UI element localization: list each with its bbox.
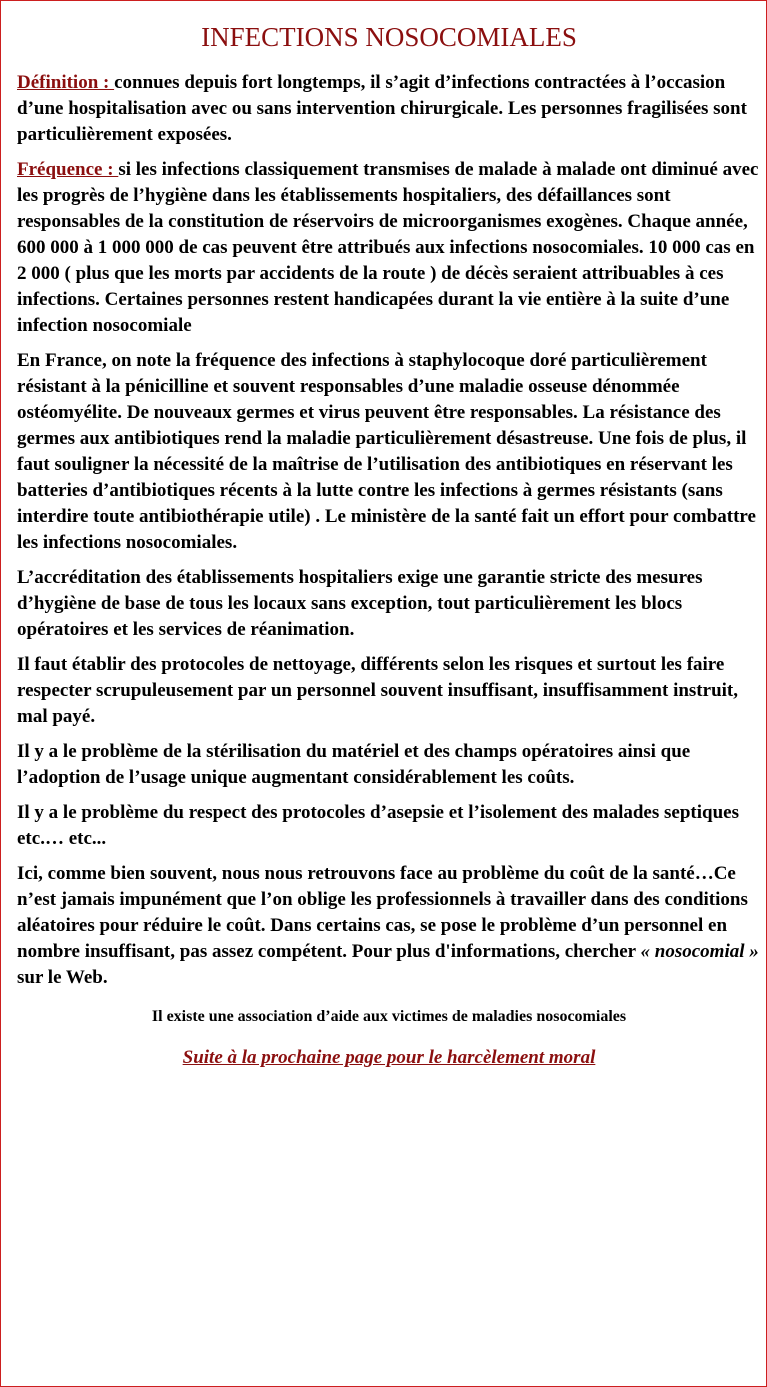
page-title: INFECTIONS NOSOCOMIALES bbox=[201, 22, 577, 52]
paragraph-cout-sante bbox=[17, 861, 761, 991]
paragraph-sterilisation: Il y a le problème de la stérilisation du matériel et des champs opératoires ainsi que l’adoption de l’usage unique augmentant considérablement les coûts. bbox=[17, 741, 691, 788]
frequence-text: si les infections classiquement transmises de malade à malade ont diminué avec les progrès de l’hygiène dans les établissements hospitaliers, des défaillances sont responsables de la constitution de réservoirs de microorganismes exogènes. Chaque année, 600 000 à 1 000 000 de cas peuvent être attribués aux infections nosocomiales. 10 000 cas en 2 000 ( plus que les morts par accidents de la route ) de décès seraient attribuables à ces infections. Certaines personnes restent handicapées durant la vie entière à la suite d’une infection nosocomiale bbox=[17, 159, 759, 336]
cout-sante-end: sur le Web. bbox=[17, 967, 108, 988]
definition-paragraph bbox=[17, 70, 761, 148]
definition-text: connues depuis fort longtemps, il s’agit d’infections contractées à l’occasion d’une hospitalisation avec ou sans intervention chirurgicale. Les personnes fragilisées sont particulièrement exposées. bbox=[17, 72, 747, 145]
paragraph-asepsie: Il y a le problème du respect des protocoles d’asepsie et l’isolement des malades septiques etc.… etc... bbox=[17, 802, 739, 849]
cout-sante-text: Ici, comme bien souvent, nous nous retrouvons face au problème du coût de la santé…Ce n’est jamais impunément que l’on oblige les professionnels à travailler dans des conditions aléatoires pour réduire le coût. Dans certains cas, se pose le problème d’un personnel en nombre insuffisant, pas assez compétent. Pour plus d'informations, chercher bbox=[17, 863, 748, 962]
paragraph-protocoles: Il faut établir des protocoles de nettoyage, différents selon les risques et surtout les faire respecter scrupuleusement par un personnel souvent insuffisant, insuffisamment instruit, mal payé. bbox=[17, 654, 738, 727]
paragraph-accreditation: L’accréditation des établissements hospitaliers exige une garantie stricte des mesures d’hygiène de base de tous les locaux sans exception, tout particulièrement les blocs opératoires et les services de réanimation. bbox=[17, 567, 703, 640]
frequence-label: Fréquence : bbox=[17, 159, 119, 180]
association-note: Il existe une association d’aide aux victimes de maladies nosocomiales bbox=[151, 1008, 627, 1025]
nosocomial-keyword: « nosocomial » bbox=[640, 941, 759, 962]
paragraph-staphylocoque: En France, on note la fréquence des infections à staphylocoque doré particulièrement résistant à la pénicilline et souvent responsables d’une maladie osseuse dénommée ostéomyélite. De nouveaux germes et virus peuvent être responsables. La résistance des germes aux antibiotiques rend la maladie particulièrement désastreuse. Une fois de plus, il faut souligner la nécessité de la maîtrise de l’utilisation des antibiotiques en réservant les batteries d’antibiotiques récents à la lutte contre les infections à germes résistants (sans interdire toute antibiothérapie utile) . Le ministère de la santé fait un effort pour combattre les infections nosocomiales. bbox=[17, 350, 756, 553]
next-page-link[interactable]: Suite à la prochaine page pour le harcèlement moral bbox=[182, 1047, 596, 1068]
definition-label: Définition : bbox=[17, 72, 115, 93]
frequence-paragraph bbox=[17, 157, 761, 339]
article bbox=[17, 1, 761, 1071]
